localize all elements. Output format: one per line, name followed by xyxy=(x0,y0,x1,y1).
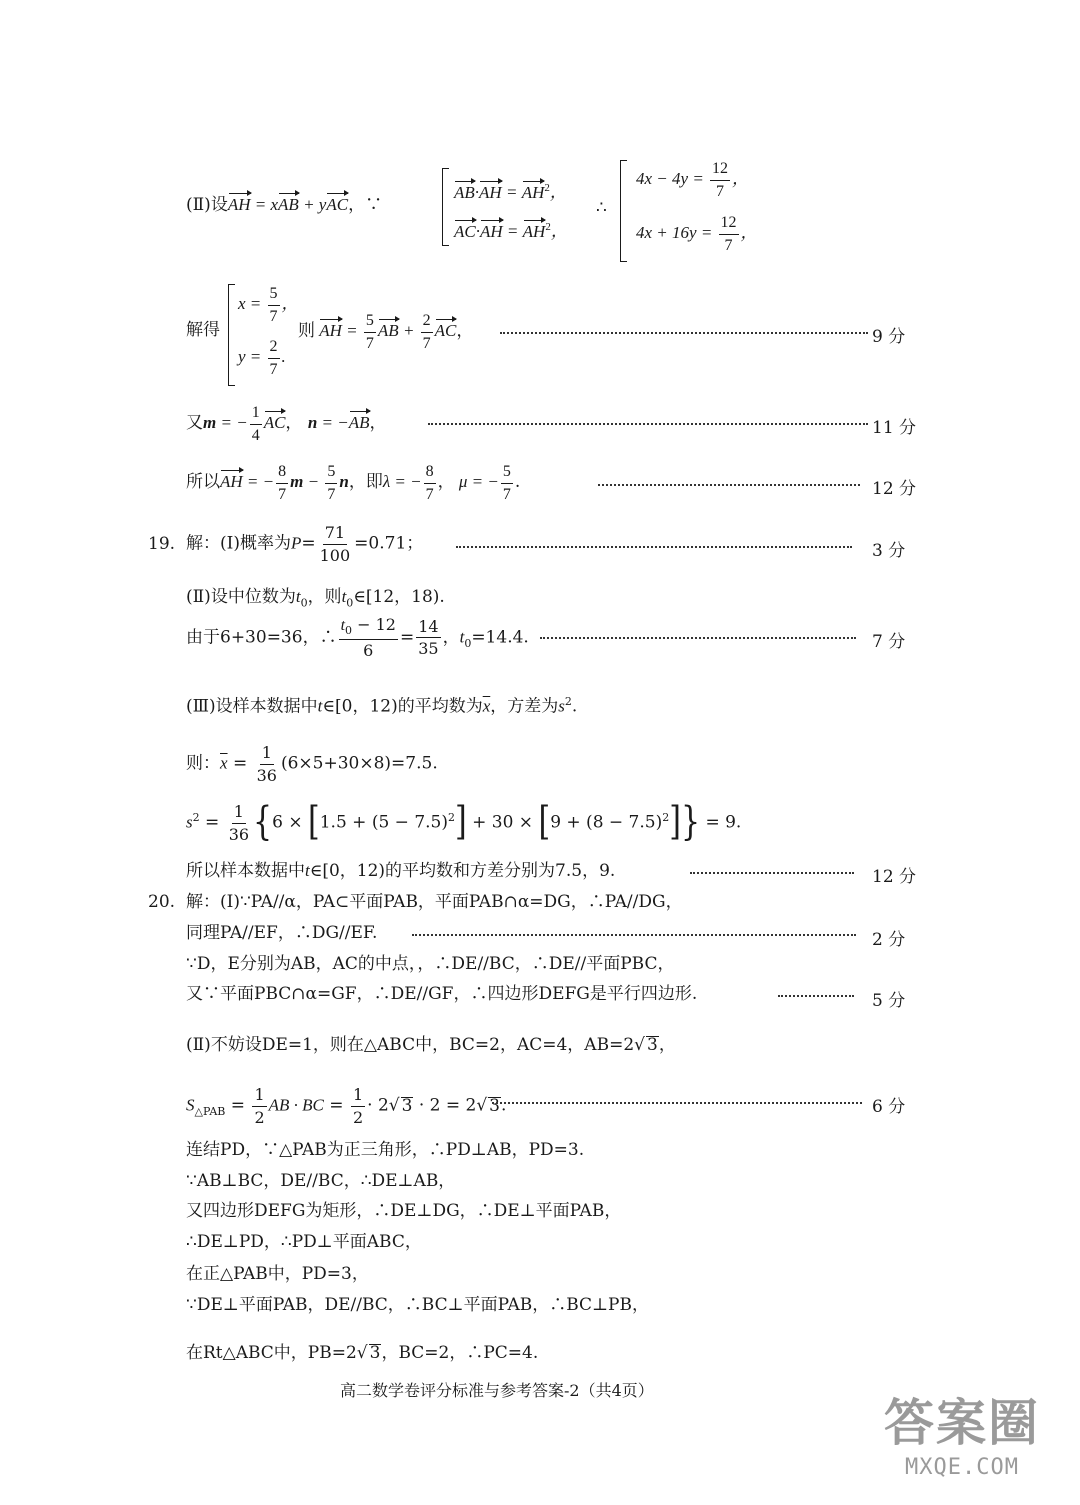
q19-number: 19. xyxy=(148,534,176,554)
q20-dots-5 xyxy=(778,995,854,997)
q20-l9: ∴DE⊥PD，∴PD⊥平面ABC， xyxy=(186,1232,422,1252)
q19-line1-result: =0.71； xyxy=(354,533,424,554)
q19-line2: (Ⅱ)设中位数为$t_0$，则$t_0\in[12$，18). xyxy=(186,587,445,610)
q19-line2-b: ，则 xyxy=(307,587,342,607)
q18-eq-1: 4x − 4y = $\frac{12}{7}$ ， xyxy=(636,160,750,200)
watermark xyxy=(884,1383,1040,1480)
q20-l12-b: ，BC=2，∴PC=4. xyxy=(381,1343,539,1363)
q19-dots-7 xyxy=(540,637,856,639)
q19-line3: 由于6+30=36，∴ $\frac{t_0 - 12}{6}$ = $\frac{14}{35}$ ，$t_0=14.4$. xyxy=(186,615,529,661)
q19-score-12: 12 分 xyxy=(872,867,917,887)
q20-dots-2 xyxy=(412,934,856,936)
q19-line4-b: ∈[0，12)的平均数为 xyxy=(322,696,483,717)
q19-line5: 则：$\overline{x}$ = $\frac{1}{36}$ (6×5+30×8)=7.5. xyxy=(186,743,438,785)
q19-score-7: 7 分 xyxy=(872,632,906,652)
q18-y-value: y = $\frac{2}{7}$ . xyxy=(238,338,286,378)
q18-cond-1: $AB\cdot AH = AH^2$， xyxy=(454,182,567,202)
q18-again-label: 又 xyxy=(186,413,203,433)
q20-l6: 连结PD，∵△PAB为正三角形，∴PD⊥AB，PD=3. xyxy=(186,1140,585,1160)
q18-dots-12 xyxy=(598,484,860,486)
q18-part2-label: (Ⅱ)设 xyxy=(186,195,228,215)
q18-brace-3 xyxy=(228,284,235,386)
q19-line3-b: ， xyxy=(442,627,460,648)
q18-solve-label: 解得 xyxy=(186,320,220,340)
q20-l12-a: 在Rt△ABC中，PB=2 xyxy=(186,1343,357,1363)
q20-l7: ∵AB⊥BC，DE//BC，∴DE⊥AB， xyxy=(186,1171,456,1191)
q20-l11: ∵DE⊥平面PAB，DE//BC，∴BC⊥平面PAB，∴BC⊥PB， xyxy=(186,1295,649,1315)
q18-so-line: 所以AH = − $\frac{8}{7}$ m − $\frac{5}{7}$ n，即λ = − $\frac{8}{7}$ ， μ = − $\frac{5}{7}$ . xyxy=(186,463,521,503)
q19-dots-3 xyxy=(456,546,852,548)
q18-so-label: 所以 xyxy=(186,472,220,492)
watermark-brand: 答案圈 xyxy=(884,1394,1040,1452)
q18-score-9: 9 分 xyxy=(872,327,906,347)
q19-line7-b: ∈[0，12)的平均数和方差分别为7.5，9. xyxy=(309,861,616,881)
q19-line4: (Ⅲ)设样本数据中t∈[0，12)的平均数为$\overline{x}$，方差为$s^2$. xyxy=(186,695,578,717)
q19-score-3: 3 分 xyxy=(872,541,906,561)
q20-dots-6 xyxy=(492,1102,862,1104)
q19-line2-a: (Ⅱ)设中位数为 xyxy=(186,587,296,607)
q19-dots-12 xyxy=(690,872,854,874)
q18-score-12: 12 分 xyxy=(872,479,917,499)
q20-l5: (Ⅱ)不妨设DE=1，则在△ABC中，BC=2，AC=4，AB=2√ 3， xyxy=(186,1035,676,1055)
q18-cond-2: $AC\cdot AH = AH^2$， xyxy=(454,221,568,241)
q18-score-11: 11 分 xyxy=(872,418,917,438)
q19-line4-c: ，方差为 xyxy=(490,696,559,717)
q18-again-line: 又m = − $\frac{1}{4}$ AC， n = −AB， xyxy=(186,404,387,444)
q20-l3: ∵D，E分别为AB，AC的中点，，∴DE//BC，∴DE//平面PBC， xyxy=(186,954,675,974)
q20-l2: 同理PA//EF，∴DG//EF. xyxy=(186,923,378,943)
q18-brace-2 xyxy=(620,160,627,262)
q20-score-6: 6 分 xyxy=(872,1097,906,1117)
q18-eq-2: 4x + 16y = $\frac{12}{7}$ ， xyxy=(636,214,758,254)
q18-then-line: 则 AH = $\frac{5}{7}$ AB + $\frac{2}{7}$ AC， xyxy=(298,312,474,352)
q19-line3-a: 由于6+30=36，∴ xyxy=(186,627,337,648)
q18-namely: 即 xyxy=(365,472,383,492)
q20-l1: 解：(Ⅰ)∵PA//α，PA⊂平面PAB，平面PAB∩α=DG，∴PA//DG， xyxy=(186,892,683,912)
q20-l8: 又四边形DEFG为矩形，∴DE⊥DG，∴DE⊥平面PAB， xyxy=(186,1201,622,1221)
q18-part2-line: (Ⅱ)设AH = xAB + yAC，∵ xyxy=(186,195,383,215)
q19-line6: $s^2$ = $\frac{1}{36}$ $\{6 \times [1.5 + (5 - 7.5)^2] + 30 \times [9 + (8 - 7.5)^2]\} = 9$. xyxy=(186,799,742,846)
q20-number: 20. xyxy=(148,892,176,912)
q19-line7: 所以样本数据中t∈[0，12)的平均数和方差分别为7.5，9. xyxy=(186,861,616,881)
q20-l12: 在Rt△ABC中，PB=2√ 3，BC=2，∴PC=4. xyxy=(186,1343,539,1363)
q19-line2-c: ∈[12，18). xyxy=(353,587,445,607)
q19-line5-a: 则： xyxy=(186,753,220,774)
q20-l10: 在正△PAB中，PD=3， xyxy=(186,1264,369,1284)
q20-l4: 又∵平面PBC∩α=GF，∴DE//GF，∴四边形DEFG是平行四边形. xyxy=(186,984,698,1004)
q20-l5-text: (Ⅱ)不妨设DE=1，则在△ABC中，BC=2，AC=4，AB=2 xyxy=(186,1035,635,1055)
q19-line7-a: 所以样本数据中 xyxy=(186,861,305,881)
page-footer: 高二数学卷评分标准与参考答案-2（共4页） xyxy=(340,1381,654,1400)
q19-line3-c: =14.4. xyxy=(471,627,529,648)
q18-x-value: x = $\frac{5}{7}$ ， xyxy=(238,285,299,325)
q19-line5-b: (6×5+30×8)=7.5. xyxy=(280,753,438,774)
q18-brace-1 xyxy=(442,168,449,246)
q19-line1: 解：(Ⅰ)概率为P= $\frac{71}{100}$ =0.71； xyxy=(186,523,424,565)
q18-dots-9 xyxy=(500,332,868,334)
q18-then-label: 则 xyxy=(298,321,315,341)
q18-therefore: ∴ xyxy=(596,198,607,218)
q20-score-5: 5 分 xyxy=(872,991,906,1011)
q20-score-2: 2 分 xyxy=(872,930,906,950)
q18-dots-11 xyxy=(428,423,868,425)
q20-area-line: $S_{\triangle PAB}$ = $\frac{1}{2}$ AB · BC = $\frac{1}{2}$ · 2√ 3 · 2 = 2√ 3. xyxy=(186,1085,507,1127)
q19-line4-a: (Ⅲ)设样本数据中 xyxy=(186,696,318,717)
watermark-url: MXQE.COM xyxy=(905,1455,1019,1480)
q19-line1-text: 解：(Ⅰ)概率为 xyxy=(186,533,291,554)
